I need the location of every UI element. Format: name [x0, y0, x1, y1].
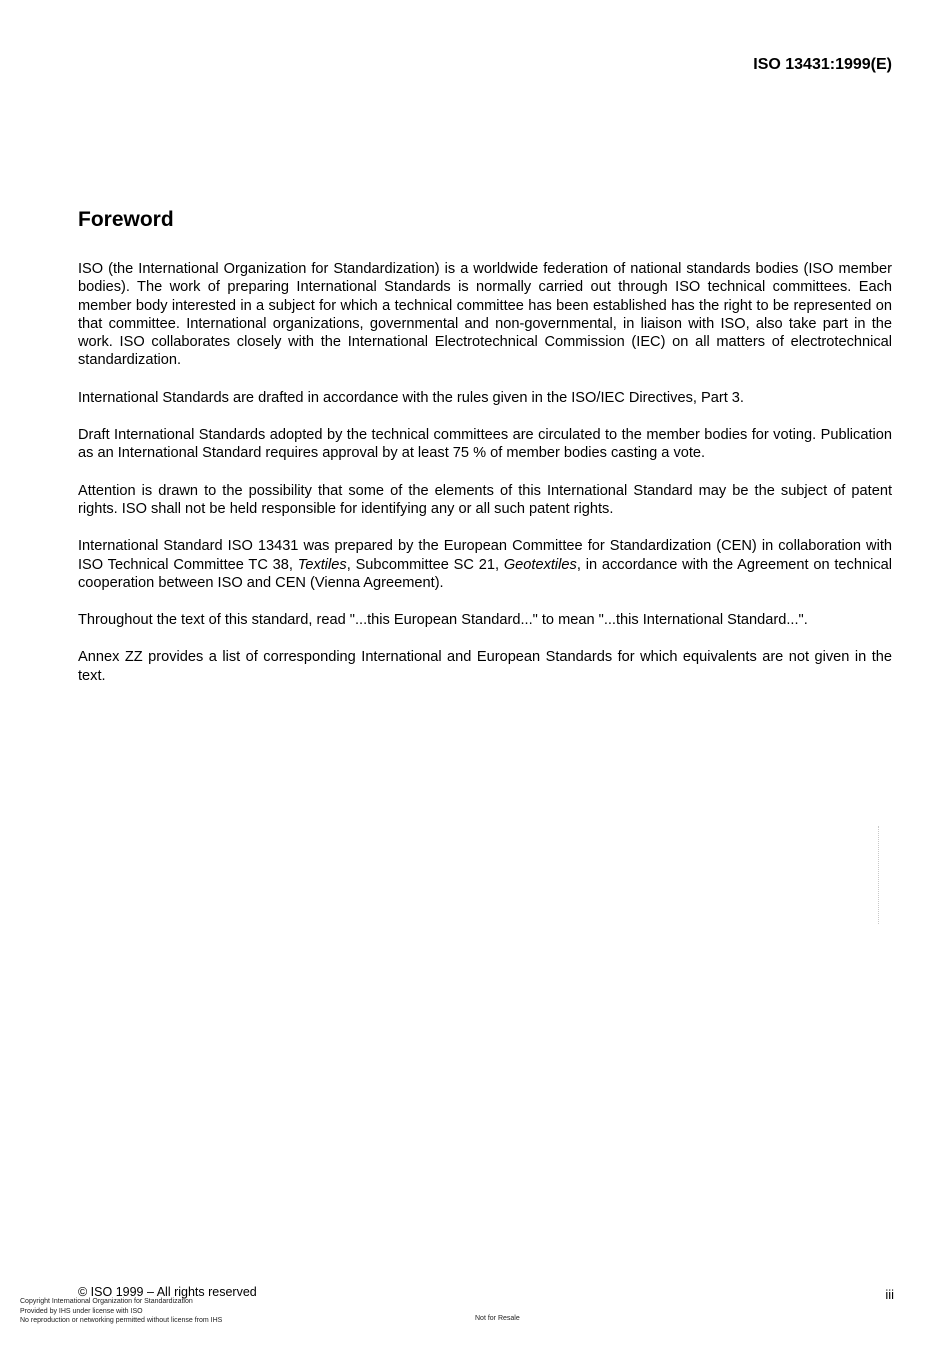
- preparation-text-1: International Standard ISO 13431 was prepared by the European Committee for Standardization (CEN) in collaboration with ISO Technical Committee TC 38,: [78, 538, 892, 573]
- preparation-text-2: , Subcommittee SC 21,: [346, 556, 504, 573]
- license-line: Copyright International Organization for Standardization: [20, 1298, 193, 1305]
- foreword-body: [78, 260, 892, 704]
- paragraph-voting: Draft International Standards adopted by the technical committees are circulated to the member bodies for voting. Publication as an International Standard requires approval by at least 75 % of member bodies casting a vote.: [78, 427, 892, 462]
- preparation-text-3: , in accordance with the Agreement on technical cooperation between ISO and CEN (Vienna Agreement).: [78, 556, 892, 591]
- license-notice: [20, 1297, 222, 1326]
- paragraph-directives: International Standards are drafted in accordance with the rules given in the ISO/IEC Directives, Part 3.: [78, 389, 744, 406]
- margin-dotted-mark: [878, 826, 879, 924]
- page-title: Foreword: [78, 208, 174, 231]
- document-id: ISO 13431:1999(E): [753, 56, 892, 73]
- paragraph-annex-zz: Annex ZZ provides a list of corresponding International and European Standards for which equivalents are not given in the text.: [78, 649, 892, 684]
- subcommittee-name-geotextiles: Geotextiles: [503, 556, 577, 573]
- paragraph-patent-rights: Attention is drawn to the possibility that some of the elements of this International Standard may be the subject of patent rights. ISO shall not be held responsible for identifying any or all such patent rights.: [78, 482, 892, 517]
- committee-name-textiles: Textiles: [297, 556, 347, 573]
- paragraph-reading-note: Throughout the text of this standard, read "...this European Standard..." to mean "...this International Standard...".: [78, 612, 808, 629]
- footer-copyright: © ISO 1999 – All rights reserved: [78, 1285, 257, 1299]
- paragraph-iso-overview: ISO (the International Organization for Standardization) is a worldwide federation of national standards bodies (ISO member bodies). The work of preparing International Standards is normally carried out through ISO technical committees. Each member body interested in a subject for which a technical committee has been established has the right to be represented on that committee. International organizations, governmental and non-governmental, in liaison with ISO, also take part in the work. ISO collaborates closely with the International Electrotechnical Commission (IEC) on all matters of electrotechnical standardization.: [78, 261, 892, 369]
- license-line: Provided by IHS under license with ISO: [20, 1307, 143, 1315]
- page-number: iii: [885, 1287, 894, 1302]
- license-line: No reproduction or networking permitted without license from IHS: [20, 1317, 223, 1324]
- paragraph-preparation: [78, 537, 892, 592]
- not-for-resale-notice: Not for Resale: [475, 1315, 520, 1322]
